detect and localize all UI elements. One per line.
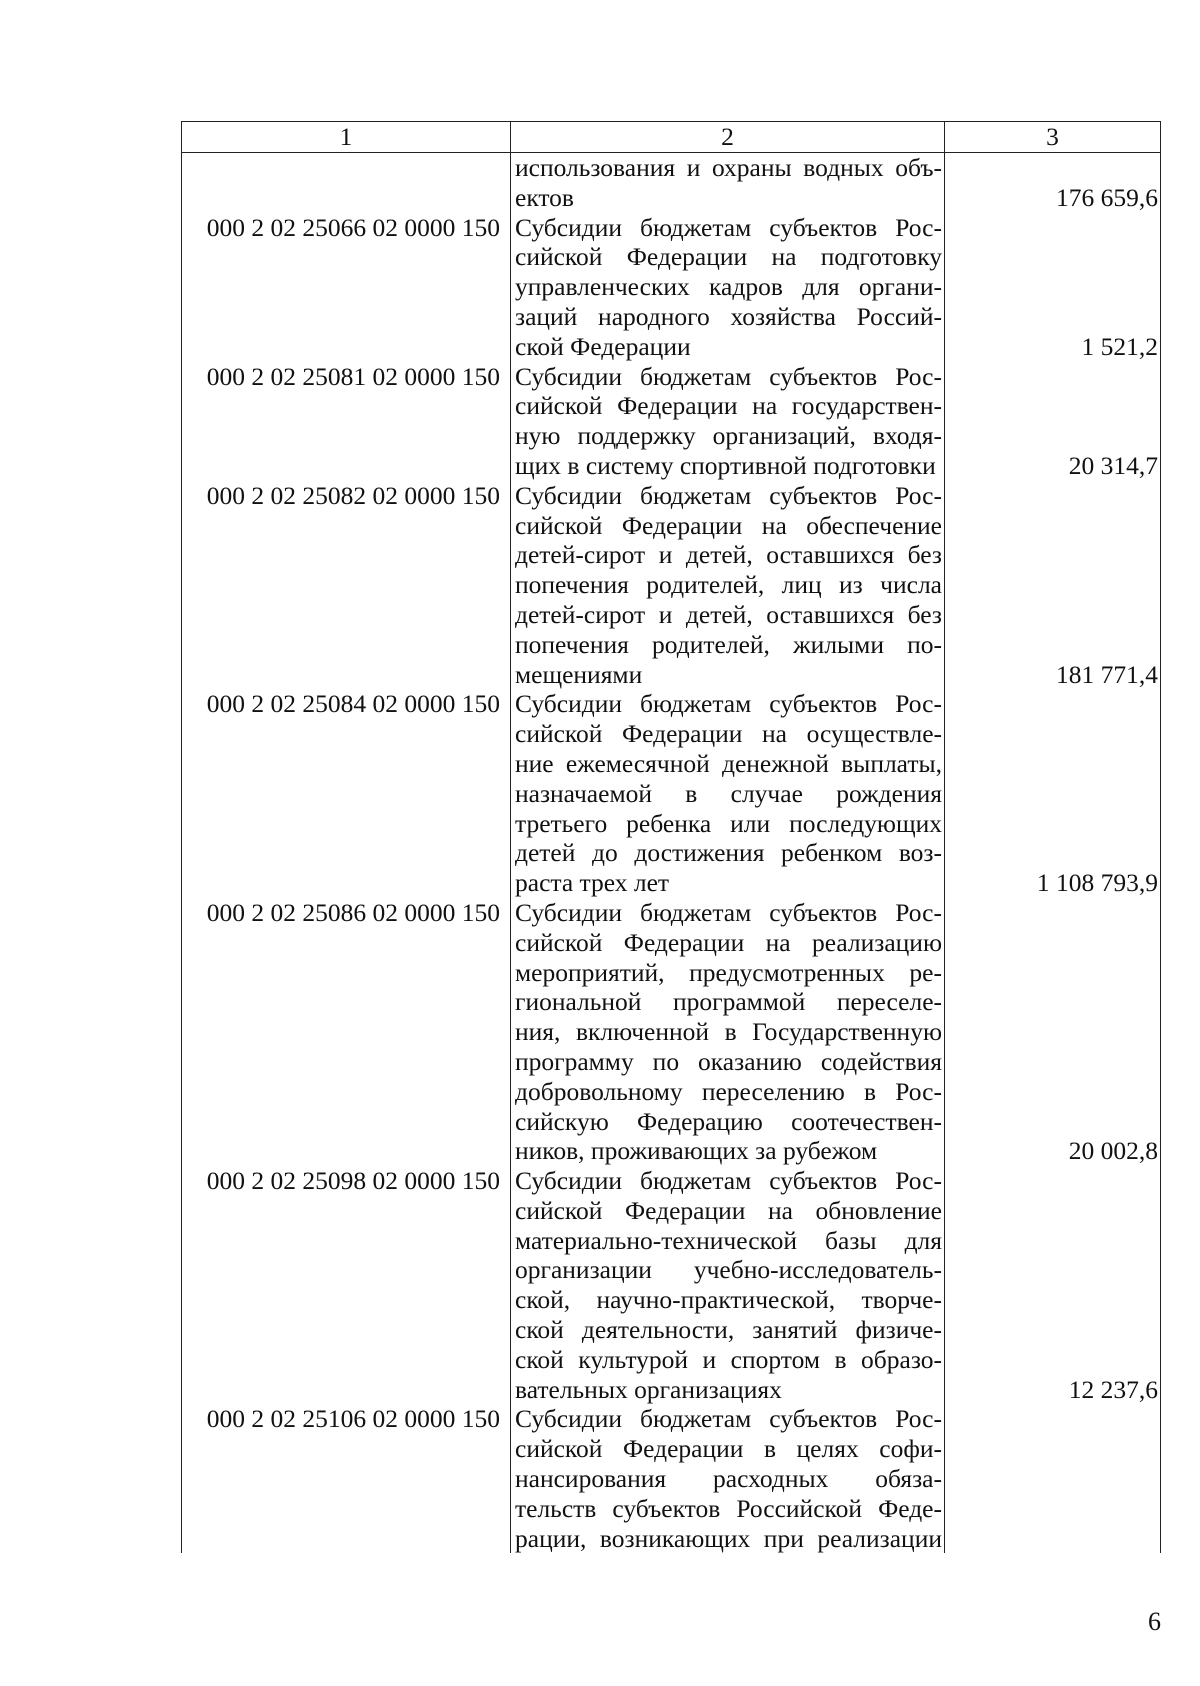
- amount-spacer: [945, 838, 1158, 868]
- code-spacer: [182, 719, 500, 749]
- amount-spacer: [945, 1017, 1158, 1047]
- description-line: вательных организациях: [515, 1374, 782, 1404]
- description-line: ской, научно-практической, творче-: [515, 1285, 942, 1315]
- code-spacer: [182, 183, 500, 213]
- amount-spacer: [945, 1077, 1158, 1107]
- row-amount: 12 237,6: [1068, 1374, 1158, 1404]
- amount-spacer: [945, 987, 1158, 1017]
- amount-spacer: [945, 1226, 1158, 1256]
- description-line: программу по оказанию содействия: [515, 1046, 942, 1076]
- row-code: 000 2 02 25098 02 0000 150: [206, 1166, 500, 1196]
- amount-spacer: [945, 1166, 1158, 1196]
- description-line: Субсидии бюджетам субъектов Рос-: [515, 1404, 942, 1434]
- amount-spacer: [945, 540, 1158, 570]
- description-line: сийской Федерации в целях софи-: [515, 1434, 942, 1464]
- code-spacer: [182, 1077, 500, 1107]
- row-amount: 1 521,2: [1081, 331, 1158, 361]
- code-spacer: [182, 1285, 500, 1315]
- row-amount: 20 002,8: [1068, 1136, 1158, 1166]
- description-line: Субсидии бюджетам субъектов Рос-: [515, 480, 942, 510]
- amount-spacer: [945, 1255, 1158, 1285]
- code-spacer: [182, 1375, 500, 1405]
- code-spacer: [182, 332, 500, 362]
- amount-spacer: [945, 898, 1158, 928]
- description-line: ской Федерации: [515, 331, 691, 361]
- code-spacer: [182, 1464, 500, 1494]
- amount-spacer: [945, 481, 1158, 511]
- description-line: ников, проживающих за рубежом: [515, 1136, 878, 1166]
- description-column: [511, 153, 945, 1554]
- amount-spacer: [945, 630, 1158, 660]
- description-line: материально-технической базы для: [515, 1225, 942, 1255]
- description-line: сийской Федерации на реализацию: [515, 927, 942, 957]
- code-spacer: [182, 391, 500, 421]
- amount-spacer: [945, 213, 1158, 243]
- amount-spacer: [945, 153, 1158, 183]
- header-row: [182, 122, 1161, 153]
- row-code: 000 2 02 25086 02 0000 150: [206, 897, 500, 927]
- description-line: мероприятий, предусмотренных ре-: [515, 957, 942, 987]
- amount-spacer: [945, 1494, 1158, 1524]
- amount-spacer: [945, 1047, 1158, 1077]
- description-line: Субсидии бюджетам субъектов Рос-: [515, 212, 942, 242]
- row-code: 000 2 02 25066 02 0000 150: [206, 212, 500, 242]
- amount-spacer: [945, 272, 1158, 302]
- code-spacer: [182, 1226, 500, 1256]
- amount-spacer: [945, 1196, 1158, 1226]
- page-number: 6: [1148, 1607, 1161, 1636]
- description-line: ской деятельности, занятий физиче-: [515, 1315, 942, 1345]
- amount-spacer: [945, 242, 1158, 272]
- description-line: сийской Федерации на осуществле-: [515, 719, 942, 749]
- description-line: Субсидии бюджетам субъектов Рос-: [515, 689, 942, 719]
- description-line: ную поддержку организаций, входя-: [515, 421, 942, 451]
- description-line: ние ежемесячной денежной выплаты,: [515, 748, 942, 778]
- code-spacer: [182, 1494, 500, 1524]
- code-spacer: [182, 630, 500, 660]
- column-header-3: 3: [945, 122, 1161, 153]
- code-spacer: [182, 153, 500, 183]
- amount-spacer: [945, 570, 1158, 600]
- column-header-1: 1: [182, 122, 511, 153]
- amount-spacer: [945, 749, 1158, 779]
- description-line: использования и охраны водных объ-: [515, 153, 942, 182]
- code-spacer: [182, 1434, 500, 1464]
- code-spacer: [182, 1524, 500, 1554]
- code-spacer: [182, 1345, 500, 1375]
- amount-spacer: [945, 1107, 1158, 1137]
- row-code: 000 2 02 25106 02 0000 150: [206, 1404, 500, 1434]
- amount-spacer: [945, 1345, 1158, 1375]
- code-spacer: [182, 1196, 500, 1226]
- code-spacer: [182, 1255, 500, 1285]
- column-header-2: 2: [511, 122, 945, 153]
- row-code: 000 2 02 25081 02 0000 150: [206, 361, 500, 391]
- code-spacer: [182, 809, 500, 839]
- description-line: ской культурой и спортом в образо-: [515, 1344, 942, 1374]
- code-spacer: [182, 928, 500, 958]
- code-spacer: [182, 1136, 500, 1166]
- code-spacer: [182, 1017, 500, 1047]
- amount-spacer: [945, 421, 1158, 451]
- description-line: добровольному переселению в Рос-: [515, 1076, 942, 1106]
- description-line: тельств субъектов Российской Феде-: [515, 1493, 942, 1523]
- code-spacer: [182, 987, 500, 1017]
- code-spacer: [182, 1047, 500, 1077]
- code-spacer: [182, 1315, 500, 1345]
- description-line: сийской Федерации на обеспечение: [515, 510, 942, 540]
- amount-spacer: [945, 1285, 1158, 1315]
- description-line: ния, включенной в Государственную: [515, 1017, 942, 1047]
- code-spacer: [182, 421, 500, 451]
- description-line: попечения родителей, лиц из числа: [515, 570, 942, 600]
- description-line: рации, возникающих при реализации: [515, 1523, 942, 1553]
- description-line: Субсидии бюджетам субъектов Рос-: [515, 897, 942, 927]
- description-line: сийскую Федерацию соотечествен-: [515, 1106, 942, 1136]
- amount-spacer: [945, 719, 1158, 749]
- amount-spacer: [945, 600, 1158, 630]
- description-line: сийской Федерации на подготовку: [515, 242, 942, 272]
- row-amount: 1 108 793,9: [1036, 868, 1158, 898]
- description-line: попечения родителей, жилыми по-: [515, 629, 942, 659]
- description-line: щих в систему спортивной подготовки: [515, 450, 936, 480]
- description-line: заций народного хозяйства Россий-: [515, 301, 942, 331]
- amount-spacer: [945, 1464, 1158, 1494]
- code-spacer: [182, 570, 500, 600]
- row-amount: 20 314,7: [1068, 450, 1158, 480]
- description-line: третьего ребенка или последующих: [515, 808, 942, 838]
- code-spacer: [182, 511, 500, 541]
- description-line: гиональной программой переселе-: [515, 987, 942, 1017]
- description-line: Субсидии бюджетам субъектов Рос-: [515, 361, 942, 391]
- amount-spacer: [945, 1404, 1158, 1434]
- row-amount: 176 659,6: [1056, 182, 1158, 212]
- description-line: нансирования расходных обяза-: [515, 1464, 942, 1494]
- code-spacer: [182, 749, 500, 779]
- code-spacer: [182, 600, 500, 630]
- amount-spacer: [945, 779, 1158, 809]
- description-line: сийской Федерации на государствен-: [515, 391, 942, 421]
- amount-spacer: [945, 302, 1158, 332]
- description-line: назначаемой в случае рождения: [515, 778, 942, 808]
- code-column: [182, 153, 511, 1554]
- row-code: 000 2 02 25082 02 0000 150: [206, 480, 500, 510]
- amount-spacer: [945, 928, 1158, 958]
- amount-spacer: [945, 689, 1158, 719]
- amount-spacer: [945, 511, 1158, 541]
- description-line: детей-сирот и детей, оставшихся без: [515, 599, 942, 629]
- amount-spacer: [945, 958, 1158, 988]
- amount-spacer: [945, 1524, 1158, 1554]
- code-spacer: [182, 660, 500, 690]
- description-line: сийской Федерации на обновление: [515, 1195, 942, 1225]
- code-spacer: [182, 302, 500, 332]
- budget-table: [181, 121, 1161, 1553]
- table-body-row: [182, 153, 1161, 1554]
- description-line: ектов: [515, 182, 574, 212]
- code-spacer: [182, 540, 500, 570]
- description-line: раста трех лет: [515, 868, 670, 898]
- code-spacer: [182, 868, 500, 898]
- code-spacer: [182, 958, 500, 988]
- amount-spacer: [945, 1434, 1158, 1464]
- amount-spacer: [945, 391, 1158, 421]
- description-line: организации учебно-исследователь-: [515, 1255, 942, 1285]
- amount-spacer: [945, 809, 1158, 839]
- code-spacer: [182, 272, 500, 302]
- code-spacer: [182, 838, 500, 868]
- description-line: мещениями: [515, 659, 643, 689]
- code-spacer: [182, 779, 500, 809]
- amount-spacer: [945, 1315, 1158, 1345]
- amount-column: [945, 153, 1161, 1554]
- amount-spacer: [945, 362, 1158, 392]
- description-line: управленческих кадров для органи-: [515, 272, 942, 302]
- description-line: детей-сирот и детей, оставшихся без: [515, 540, 942, 570]
- code-spacer: [182, 242, 500, 272]
- row-amount: 181 771,4: [1056, 659, 1158, 689]
- description-line: детей до достижения ребенком воз-: [515, 838, 942, 868]
- row-code: 000 2 02 25084 02 0000 150: [206, 689, 500, 719]
- code-spacer: [182, 1107, 500, 1137]
- description-line: Субсидии бюджетам субъектов Рос-: [515, 1166, 942, 1196]
- code-spacer: [182, 451, 500, 481]
